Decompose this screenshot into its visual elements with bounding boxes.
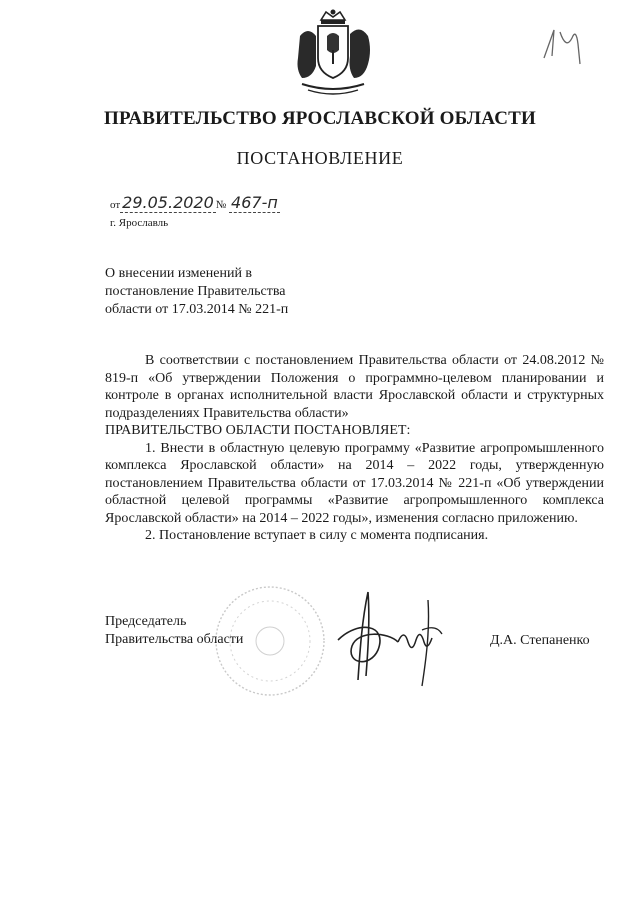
coat-of-arms-icon — [288, 6, 378, 98]
document-type: ПОСТАНОВЛЕНИЕ — [236, 148, 404, 168]
subject-line: постановление Правительства — [105, 284, 286, 299]
document-number: 467-п — [231, 193, 278, 212]
document-date: 29.05.2020 — [122, 193, 214, 212]
handwritten-mark-icon — [538, 20, 598, 70]
item-paragraph: 2. Постановление вступает в силу с момента подписания. — [145, 528, 489, 543]
item-paragraph: 1. Внести в областную целевую программу «Развитие агропромышленного комплекса Ярославской области» на 2014 – 2022 годы, утвержденную постановлением Правительства области от 17.03.2014 № 221-п «Об утверждении областной целевой программы «Развитие агропромышленного комплекса Ярославской области» на 2014 – 2022 годы», изменения согласно приложению. — [105, 440, 604, 526]
preamble-paragraph: В соответствии с постановлением Правительства области от 24.08.2012 № 819-п «Об утверждении Положения о программно-целевом планировании и контроле в органах исполнительной власти Ярославской области и структурных подразделениях Правительства области» — [105, 353, 604, 421]
signer-position — [105, 613, 243, 649]
government-title: ПРАВИТЕЛЬСТВО ЯРОСЛАВСКОЙ ОБЛАСТИ — [104, 108, 536, 129]
subject-line: О внесении изменений в — [105, 266, 253, 281]
position-line: Председатель — [105, 614, 187, 629]
date-number-line — [110, 193, 280, 212]
document-subject — [105, 265, 365, 319]
position-line: Правительства области — [105, 632, 244, 647]
number-prefix: № — [215, 199, 227, 211]
signer-name: Д.А. Степаненко — [490, 633, 590, 648]
subject-line: области от 17.03.2014 № 221-п — [105, 302, 289, 317]
decree-heading: ПРАВИТЕЛЬСТВО ОБЛАСТИ ПОСТАНОВЛЯЕТ: — [105, 423, 411, 438]
city-label: г. Ярославль — [110, 217, 169, 229]
signature-icon — [318, 580, 458, 690]
date-prefix: от — [110, 199, 121, 211]
document-body — [105, 352, 604, 545]
